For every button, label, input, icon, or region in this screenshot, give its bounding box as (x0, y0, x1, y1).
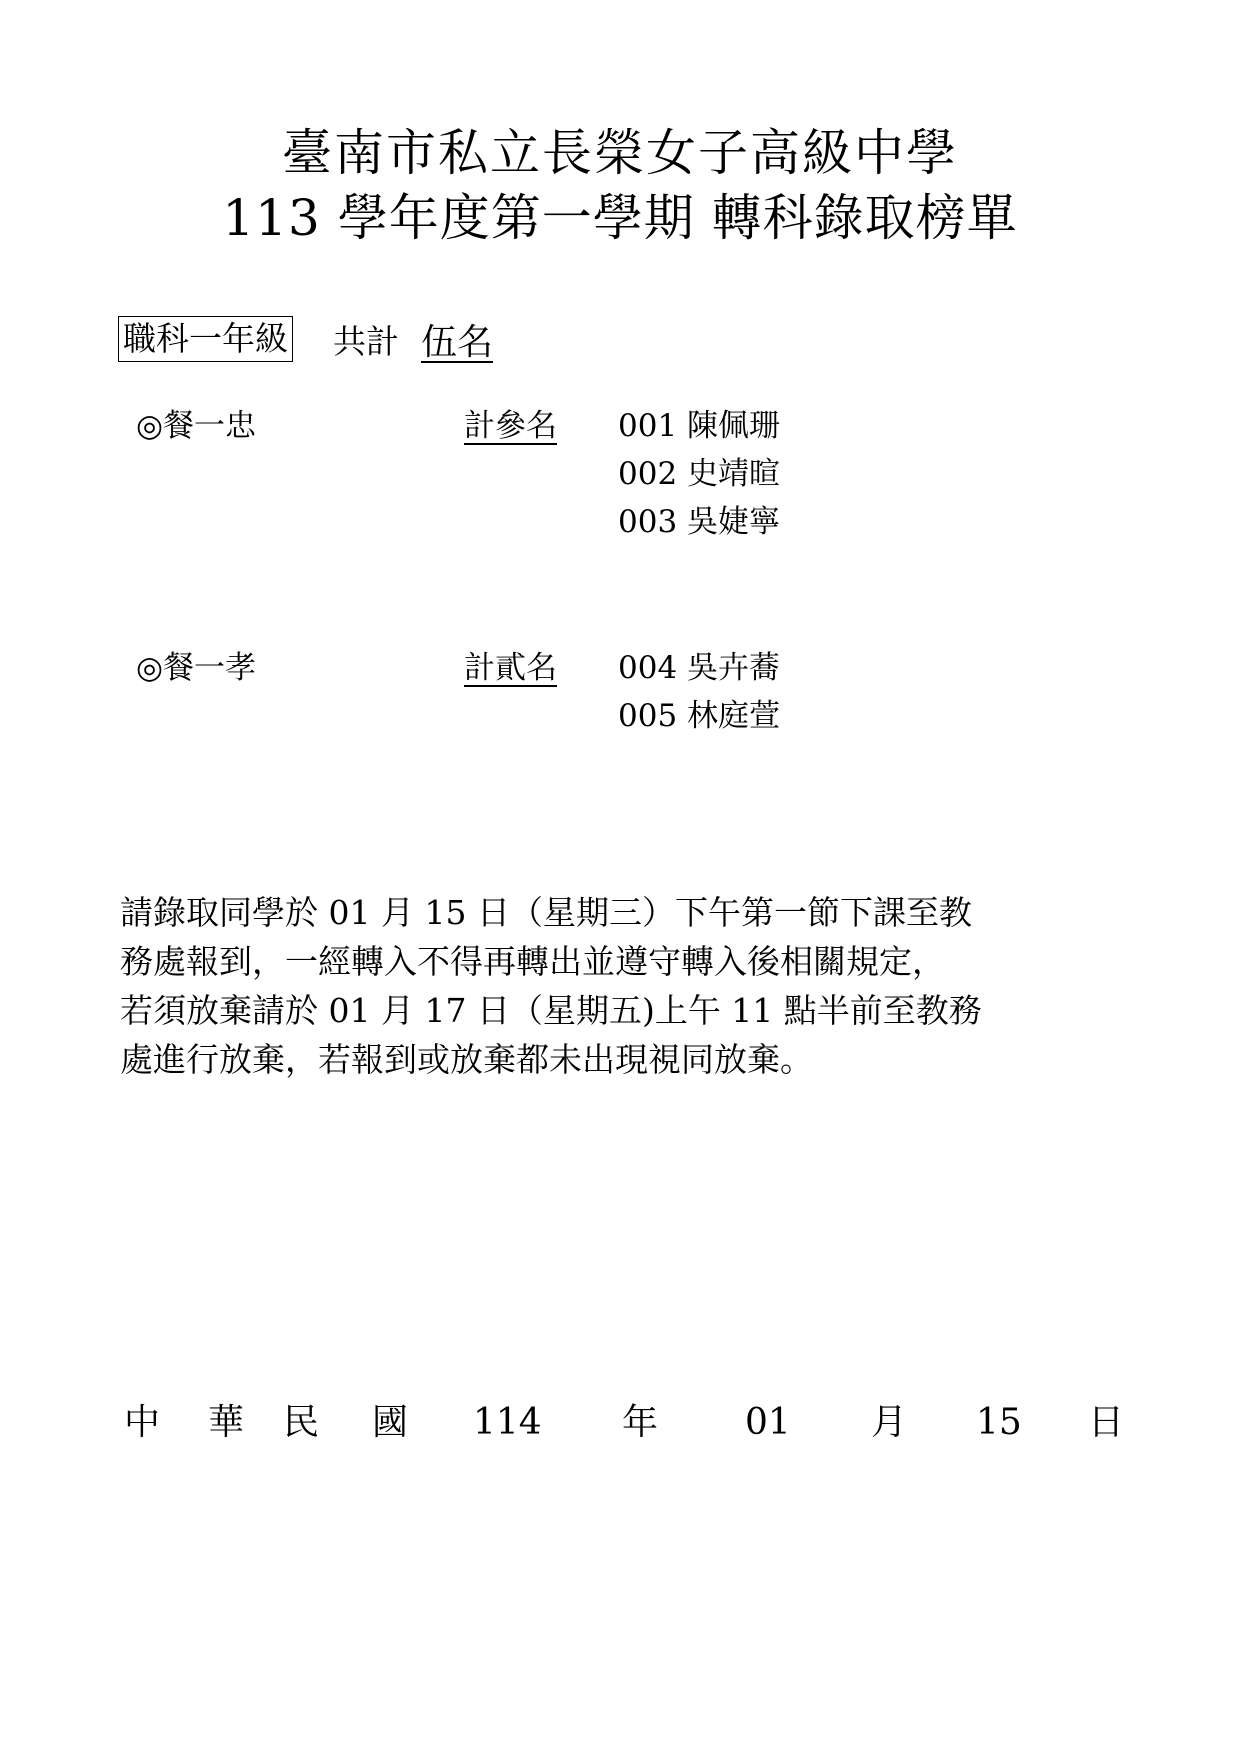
grade-summary (118, 312, 493, 366)
notice-line: 處進行放棄，若報到或放棄都未出現視同放棄。 (120, 1040, 813, 1079)
date-month-unit: 月 (871, 1402, 908, 1443)
grade-label: 職科一年級 (118, 316, 293, 362)
student-entry: 001 陳佩珊 (618, 408, 781, 444)
class-count: 計貳名 (464, 650, 557, 686)
notice-line: 請錄取同學於 01 月 15 日（星期三）下午第一節下課至教 (120, 893, 972, 932)
date-month: 01 (745, 1402, 791, 1443)
class-name: ◎餐一孝 (136, 650, 257, 686)
student-entry: 002 史靖暄 (618, 456, 781, 492)
date-era-char: 華 (208, 1402, 245, 1443)
date-era-char: 國 (372, 1402, 409, 1443)
class-name: ◎餐一忠 (136, 408, 257, 444)
student-entry: 003 吳婕寧 (618, 504, 781, 540)
date-day-unit: 日 (1088, 1402, 1125, 1443)
class-count: 計參名 (464, 408, 557, 444)
total-label: 共計 (333, 321, 399, 361)
school-name: 臺南市私立長榮女子高級中學 (282, 124, 958, 182)
date-year-unit: 年 (622, 1402, 659, 1443)
student-entry: 004 吳卉蕎 (618, 650, 781, 686)
date-era-char: 民 (283, 1402, 320, 1443)
date-year: 114 (473, 1402, 542, 1443)
document-title: 113 學年度第一學期 轉科錄取榜單 (222, 189, 1018, 247)
notice-line: 務處報到，一經轉入不得再轉出並遵守轉入後相關規定， (120, 942, 945, 981)
student-entry: 005 林庭萱 (618, 698, 781, 734)
issue-date (0, 1402, 1240, 1455)
total-value: 伍名 (421, 321, 494, 363)
notice-line: 若須放棄請於 01 月 17 日（星期五)上午 11 點半前至教務 (120, 991, 982, 1030)
date-era-char: 中 (124, 1402, 161, 1443)
date-day: 15 (976, 1402, 1022, 1443)
report-notice (120, 888, 1120, 1084)
